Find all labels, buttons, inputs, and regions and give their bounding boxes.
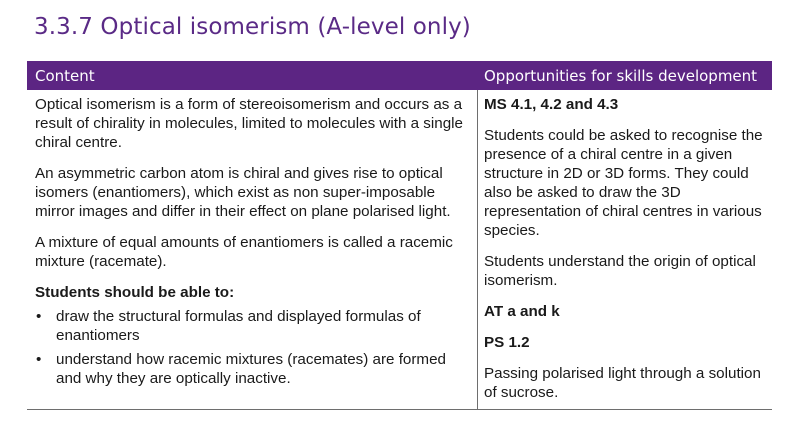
- skills-column: [484, 95, 769, 402]
- content-paragraph-racemic: A mixture of equal amounts of enantiomers is called a racemic mixture (racemate).: [35, 234, 453, 270]
- header-skills: Opportunities for skills development: [484, 67, 758, 85]
- skills-at-reference: AT a and k: [484, 303, 560, 320]
- should-be-able-heading: Students should be able to:: [35, 284, 235, 301]
- content-column: [35, 95, 472, 388]
- bullet-icon: •: [36, 308, 42, 325]
- skills-ms-reference: MS 4.1, 4.2 and 4.3: [484, 96, 619, 113]
- content-paragraph-asymmetric-carbon: An asymmetric carbon atom is chiral and gives rise to optical isomers (enantiomers), which exist as non super-imposable mirror images and differ in their effect on plane polarised light.: [35, 165, 451, 220]
- skills-origin-text: Students understand the origin of optical isomerism.: [484, 253, 756, 289]
- skills-ps-reference: PS 1.2: [484, 334, 530, 351]
- list-item-text: understand how racemic mixtures (racemates) are formed and why they are optically inactive.: [56, 351, 446, 387]
- section-title: 3.3.7 Optical isomerism (A-level only): [34, 14, 471, 40]
- skills-ms-text: Students could be asked to recognise the presence of a chiral centre in a given structure in 2D or 3D forms. They could also be asked to draw the 3D representation of chiral centres in various species.: [484, 127, 763, 239]
- list-item-text: draw the structural formulas and displayed formulas of enantiomers: [56, 308, 421, 344]
- table-header: [27, 61, 772, 90]
- skills-ps-text: Passing polarised light through a solution of sucrose.: [484, 365, 761, 401]
- header-content: Content: [35, 67, 95, 85]
- content-paragraph-chirality: Optical isomerism is a form of stereoisomerism and occurs as a result of chirality in molecules, limited to molecules with a single chiral centre.: [35, 96, 463, 151]
- list-item: [35, 307, 472, 345]
- outcomes-list: [35, 307, 472, 388]
- specification-table: [27, 61, 772, 410]
- column-divider: [477, 90, 478, 410]
- bullet-icon: •: [36, 351, 42, 368]
- list-item: [35, 350, 472, 388]
- table-bottom-rule: [27, 409, 772, 410]
